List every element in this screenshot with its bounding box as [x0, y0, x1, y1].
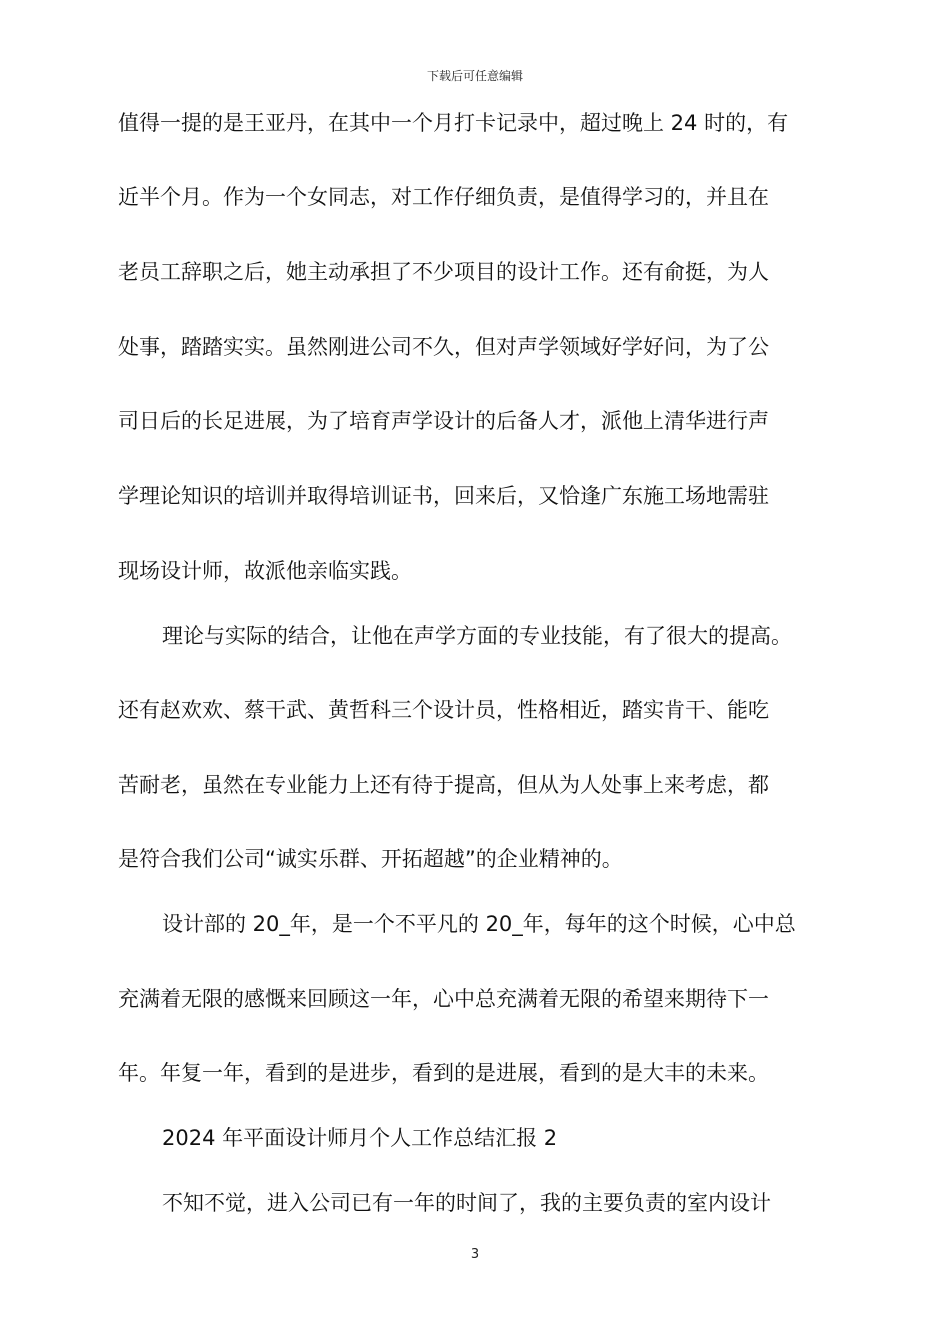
page-number: 3	[470, 1247, 480, 1262]
text-line: 现场设计师，故派他亲临实践。	[118, 559, 412, 583]
text-line: 还有赵欢欢、蔡干武、黄哲科三个设计员，性格相近，踏实肯干、能吃	[118, 698, 769, 722]
text-line: 近半个月。作为一个女同志，对工作仔细负责，是值得学习的，并且在	[118, 185, 769, 209]
text-line: 苦耐老，虽然在专业能力上还有待于提高，但从为人处事上来考虑，都	[118, 773, 769, 797]
text-line: 处事，踏踏实实。虽然刚进公司不久，但对声学领域好学好问，为了公	[118, 335, 769, 359]
text-line: 老员工辞职之后，她主动承担了不少项目的设计工作。还有俞挺，为人	[118, 260, 769, 284]
paragraph-first-line: 不知不觉，进入公司已有一年的时间了，我的主要负责的室内设计	[162, 1191, 771, 1215]
section-heading: 2024 年平面设计师月个人工作总结汇报 2	[162, 1126, 558, 1150]
text-line: 值得一提的是王亚丹，在其中一个月打卡记录中，超过晚上 24 时的，有	[118, 111, 789, 135]
paragraph-first-line: 理论与实际的结合，让他在声学方面的专业技能，有了很大的提高。	[162, 624, 792, 648]
text-line: 司日后的长足进展，为了培育声学设计的后备人才，派他上清华进行声	[118, 409, 769, 433]
paragraph-first-line: 设计部的 20_年，是一个不平凡的 20_年，每年的这个时候，心中总	[162, 912, 796, 936]
text-line: 充满着无限的感慨来回顾这一年，心中总充满着无限的希望来期待下一	[118, 987, 769, 1011]
text-line: 是符合我们公司“诚实乐群、开拓超越”的企业精神的。	[118, 847, 623, 871]
text-line: 年。年复一年，看到的是进步，看到的是进展，看到的是大丰的未来。	[118, 1061, 769, 1085]
text-line: 学理论知识的培训并取得培训证书，回来后，又恰逢广东施工场地需驻	[118, 484, 769, 508]
page-header: 下载后可任意编辑	[426, 69, 523, 83]
